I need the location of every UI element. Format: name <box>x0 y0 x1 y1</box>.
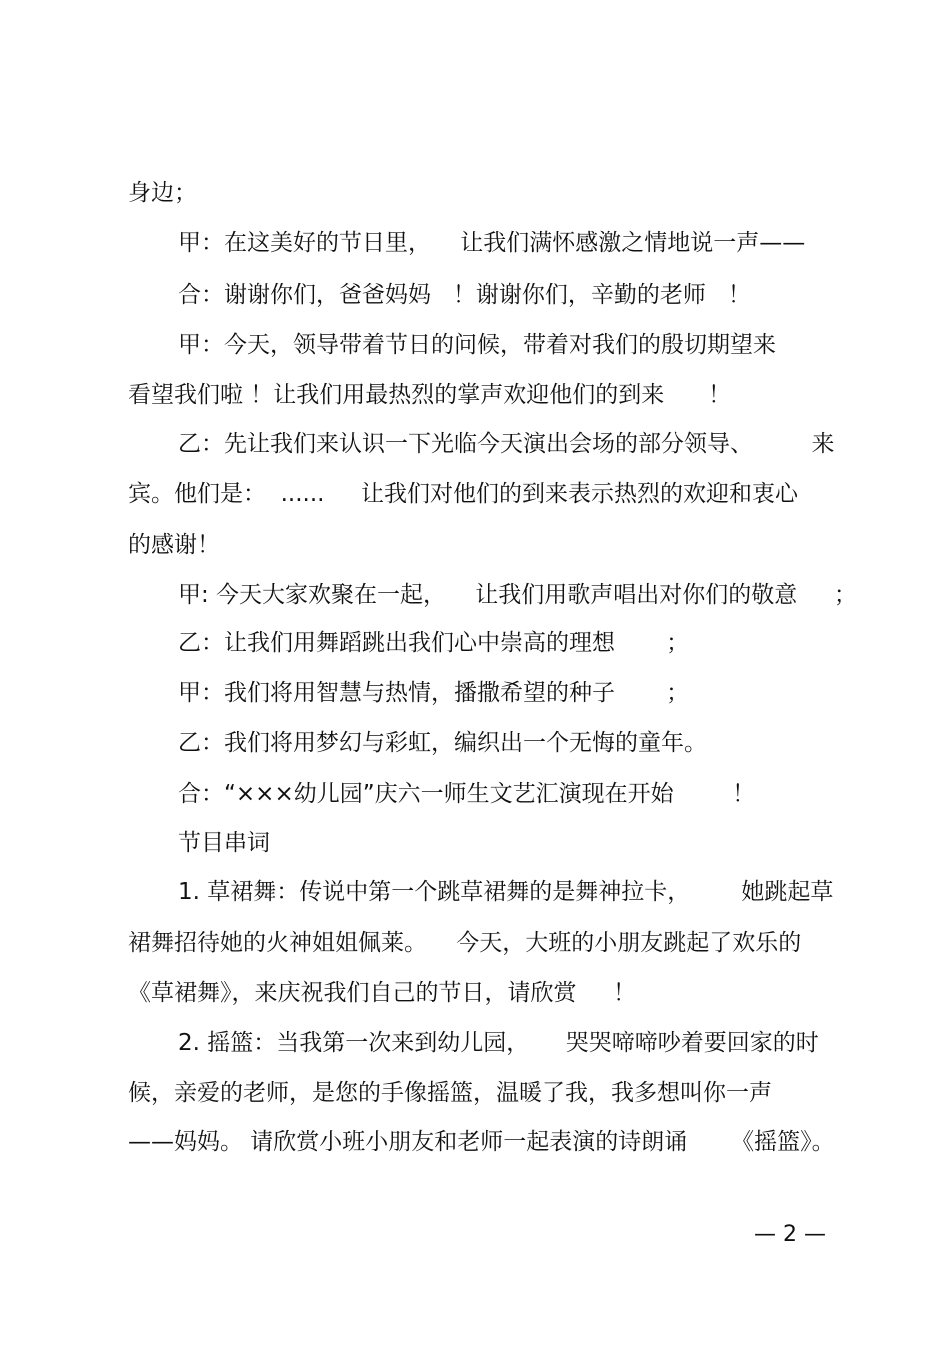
text-line-6: 乙：先让我们来认识一下光临今天演出会场的部分领导、 来 <box>178 431 835 457</box>
text-line-18: 2. 摇篮：当我第一次来到幼儿园， 哭哭啼啼吵着要回家的时 <box>178 1030 819 1056</box>
text-line-9: 甲: 今天大家欢聚在一起， 让我们用歌声唱出对你们的敬意 ； <box>178 582 857 608</box>
text-line-13: 合：“×××幼儿园”庆六一师生文艺汇演现在开始 ！ <box>178 781 756 807</box>
text-line-16: 裙舞招待她的火神姐姐佩莱。 今天，大班的小朋友跳起了欢乐的 <box>128 930 802 956</box>
text-line-19: 候，亲爱的老师，是您的手像摇篮，温暖了我，我多想叫你一声 <box>128 1080 772 1106</box>
text-line-12: 乙：我们将用梦幻与彩虹，编织出一个无悔的童年。 <box>178 730 707 756</box>
text-line-10: 乙：让我们用舞蹈跳出我们心中崇高的理想 ； <box>178 630 690 656</box>
section-heading: 节目串词 <box>178 830 270 856</box>
text-line-3: 合：谢谢你们，爸爸妈妈 ！谢谢你们，辛勤的老师 ！ <box>178 282 751 308</box>
text-line-8: 的感谢！ <box>128 532 220 558</box>
text-line-7: 宾。他们是： ...... 让我们对他们的到来表示热烈的欢迎和衷心 <box>128 481 799 507</box>
text-line-5: 看望我们啦 ！让我们用最热烈的掌声欢迎他们的到来 ！ <box>128 382 732 408</box>
text-line-4: 甲：今天，领导带着节日的问候，带着对我们的殷切期望来 <box>178 332 776 358</box>
text-line-15: 1. 草裙舞：传说中第一个跳草裙舞的是舞神拉卡， 她跳起草 <box>178 879 834 905</box>
page-number: — 2 — <box>754 1222 826 1247</box>
text-line-20: ——妈妈。 请欣赏小班小朋友和老师一起表演的诗朗诵 《摇篮》。 <box>128 1129 835 1155</box>
text-line-2: 甲：在这美好的节日里， 让我们满怀感激之情地说一声—— <box>178 230 806 256</box>
text-line-1: 身边； <box>128 180 197 206</box>
text-line-11: 甲：我们将用智慧与热情，播撒希望的种子 ； <box>178 680 690 706</box>
text-line-17: 《草裙舞》，来庆祝我们自己的节日，请欣赏 ！ <box>128 980 637 1006</box>
